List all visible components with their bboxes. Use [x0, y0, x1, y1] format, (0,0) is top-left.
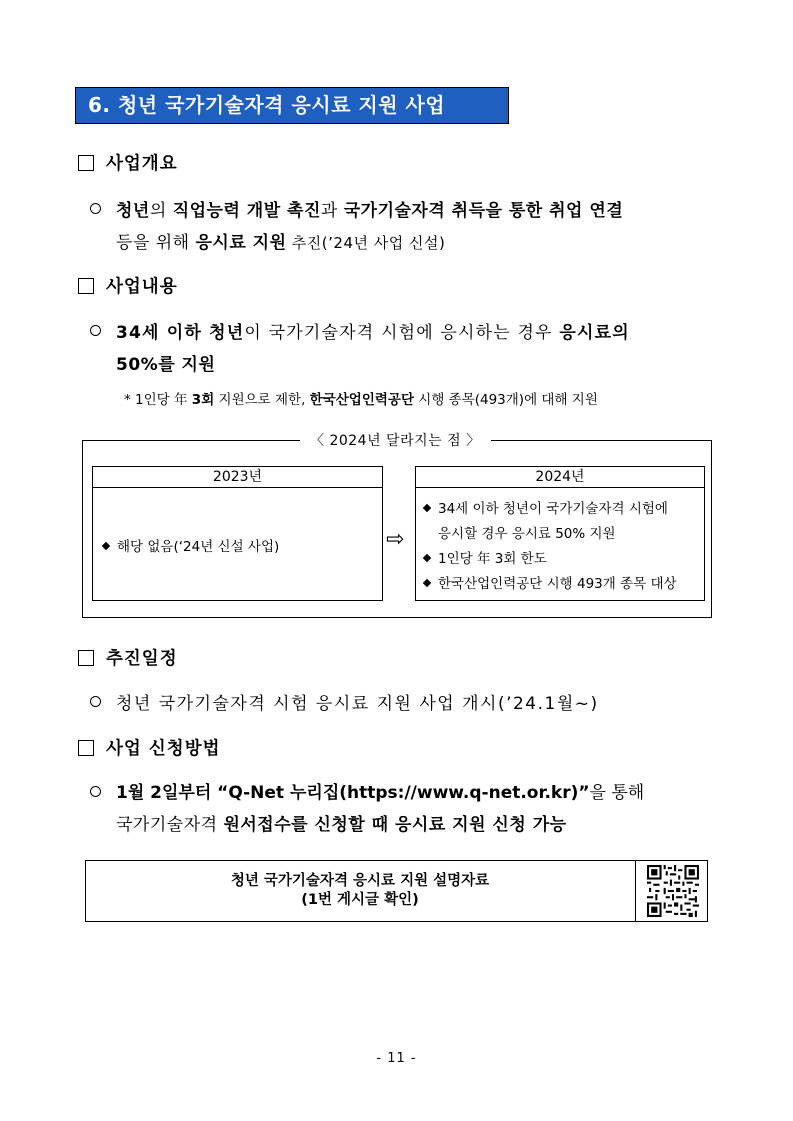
box-2024-item: [424, 572, 677, 592]
diamond-bullet-icon: [423, 554, 431, 562]
diamond-bullet-icon: [102, 542, 110, 550]
box-2024-item-2: 응시할 경우 응시료 50% 지원: [438, 526, 616, 542]
overview-line-1: [116, 196, 623, 221]
checkbox-square-icon: [78, 155, 94, 171]
heading-apply-text: 사업 신청방법: [106, 739, 221, 759]
note-hrdkorea: 한국산업인력공단: [309, 392, 414, 408]
checkbox-square-icon: [78, 650, 94, 666]
diamond-bullet-icon: [423, 579, 431, 587]
text-national-cert: 국가기술자격: [116, 815, 224, 835]
note-part-1: * 1인당 年: [124, 392, 192, 408]
apply-line-1: [116, 778, 644, 803]
text-fee-support: 응시료 지원: [195, 233, 287, 253]
text-promote: 추진(’24년 사업 신설): [286, 234, 446, 252]
circle-bullet-icon: [90, 325, 101, 336]
box-2023-head: 2023년: [93, 467, 382, 488]
apply-line-2: [116, 810, 567, 835]
info-box-text: [86, 872, 634, 910]
checkbox-square-icon: [78, 278, 94, 294]
text-fee-of: 응시료의: [559, 323, 630, 343]
heading-content: [78, 273, 178, 298]
heading-content-text: 사업내용: [106, 277, 178, 297]
info-box-line-2: (1번 게시글 확인): [301, 892, 419, 908]
note-part-2: 지원으로 제한,: [214, 392, 310, 408]
overview-line-2: [116, 228, 445, 253]
note-part-3: 시행 종목(493개)에 대해 지원: [413, 392, 598, 408]
text-qnet: 1월 2일부터 “Q-Net 누리집(https://www.q-net.or.kr)”: [116, 783, 590, 803]
text-youth: 청년: [116, 201, 150, 221]
heading-schedule-text: 추진일정: [106, 649, 178, 669]
box-2024-item-1: 34세 이하 청년이 국가기술자격 시험에: [438, 501, 668, 517]
text-of: 의: [149, 201, 173, 221]
box-2024-item-3: 1인당 年 3회 한도: [438, 551, 547, 567]
qr-code-icon[interactable]: [647, 865, 699, 917]
text-job-skill: 직업능력 개발 촉진: [172, 201, 321, 221]
circle-bullet-icon: [90, 786, 101, 797]
heading-schedule: [78, 645, 178, 670]
text-for: 등을 위해: [116, 233, 196, 253]
info-box: [85, 860, 708, 922]
checkbox-square-icon: [78, 740, 94, 756]
heading-overview: [78, 150, 178, 175]
diamond-bullet-icon: [423, 504, 431, 512]
box-2024-item-4: 한국산업인력공단 시행 493개 종목 대상: [438, 576, 677, 592]
info-box-divider: [635, 861, 636, 921]
box-2023-item: [103, 535, 279, 555]
circle-bullet-icon: [90, 696, 101, 707]
note-3-times: 3회: [191, 392, 215, 408]
text-50-percent: 50%를 지원: [116, 355, 216, 375]
content-note: [124, 388, 598, 408]
box-2024-head: 2024년: [416, 467, 704, 488]
box-2024-item: [424, 547, 547, 567]
box-2024-item: [438, 522, 616, 542]
box-2024-item: [424, 497, 668, 517]
text-and: 과: [320, 201, 344, 221]
schedule-line-1: 청년 국가기술자격 시험 응시료 지원 사업 개시(’24.1월~): [116, 694, 599, 714]
comparison-frame-title: 〈 2024년 달라지는 점 〉: [300, 430, 491, 450]
page-number: - 11 -: [376, 1051, 417, 1066]
heading-apply: [78, 735, 221, 760]
box-2023-item-text: 해당 없음(‘24년 신설 사업): [117, 539, 280, 555]
text-employment: 국가기술자격 취득을 통한 취업 연결: [343, 201, 624, 221]
heading-overview-text: 사업개요: [106, 154, 178, 174]
text-when-apply: 이 국가기술자격 시험에 응시하는 경우: [244, 323, 560, 343]
arrow-right-icon: ⇨: [386, 527, 405, 552]
circle-bullet-icon: [90, 203, 101, 214]
box-2023: [92, 466, 383, 601]
content-line-2: [116, 350, 215, 375]
text-age-limit: 34세 이하 청년: [116, 323, 245, 343]
info-box-line-1: 청년 국가기술자격 응시료 지원 설명자료: [230, 873, 490, 889]
content-line-1: [116, 318, 630, 343]
box-2024: [415, 466, 705, 601]
section-title: 6. 청년 국가기술자격 응시료 지원 사업: [75, 87, 509, 124]
text-through: 을 통해: [589, 783, 645, 803]
text-apply-possible: 원서접수를 신청할 때 응시료 지원 신청 가능: [223, 815, 567, 835]
